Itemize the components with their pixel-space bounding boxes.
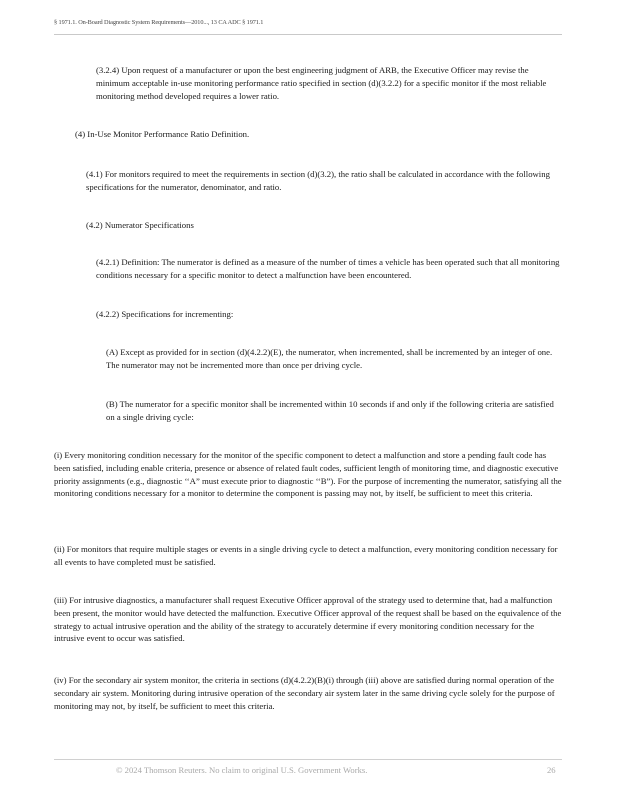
paragraph-b: (B) The numerator for a specific monitor shall be incremented within 10 seconds if and only if the following criteria are satisfied on a single driving cycle: <box>106 399 554 422</box>
paragraph-ii: (ii) For monitors that require multiple stages or events in a single driving cycle to detect a malfunction, every monitoring condition necessary for all events to have completed must be satisfied. <box>54 544 558 567</box>
paragraph-3-2-4: (3.2.4) Upon request of a manufacturer or upon the best engineering judgment of ARB, the Executive Officer may revise the minimum acceptable in-use monitoring performance ratio specified in section (d)(3.2.2) for a specific monitor if the most reliable monitoring method developed requires a lower ratio. <box>96 65 547 101</box>
footer-divider <box>54 759 562 760</box>
paragraph-iv: (iv) For the secondary air system monitor, the criteria in sections (d)(4.2.2)(B)(i) through (iii) above are satisfied during normal operation of the secondary air system. Monitoring during intrusive operation of the secondary air system later in the same driving cycle solely for the purpose of monitoring may not, by itself, be sufficient to meet this criteria. <box>54 675 555 711</box>
heading-4-ratio-definition: (4) In-Use Monitor Performance Ratio Definition. <box>75 129 250 139</box>
footer-copyright: © 2024 Thomson Reuters. No claim to original U.S. Government Works. <box>116 765 368 775</box>
page-number: 26 <box>547 765 556 775</box>
paragraph-i: (i) Every monitoring condition necessary for the monitor of the specific component to detect a malfunction and store a pending fault code has been satisfied, including enable criteria, presence or absence of related fault codes, sufficient length of monitoring time, and diagnostic executive priority assignments (e.g., diagnostic ‘‘A” must execute prior to diagnostic ‘‘B”). For the purpose of incrementing the numerator, satisfying all the monitoring conditions necessary for a monitor to determine the component is passing may not, by itself, be sufficient to meet this criteria. <box>54 450 562 499</box>
header-divider <box>54 34 562 35</box>
paragraph-4-2-1: (4.2.1) Definition: The numerator is defined as a measure of the number of times a vehicle has been operated such that all monitoring conditions necessary for a specific monitor to detect a malfunction have been encountered. <box>96 257 560 280</box>
paragraph-a: (A) Except as provided for in section (d)(4.2.2)(E), the numerator, when incremented, shall be incremented by an integer of one. The numerator may not be incremented more than once per driving cycle. <box>106 347 553 370</box>
heading-4-2-numerator: (4.2) Numerator Specifications <box>86 220 194 230</box>
running-header: § 1971.1. On-Board Diagnostic System Requirements—2010..., 13 CA ADC § 1971.1 <box>54 19 264 26</box>
paragraph-iii: (iii) For intrusive diagnostics, a manufacturer shall request Executive Officer approval of the strategy used to determine that, had a malfunction been present, the monitor would have detected the malfunction. Executive Officer approval of the request shall be based on the equivalence of the strategy to actual intrusive operation and the ability of the strategy to accurately determine if every monitoring condition necessary for the intrusive event to occur was satisfied. <box>54 595 562 644</box>
paragraph-4-1: (4.1) For monitors required to meet the requirements in section (d)(3.2), the ratio shall be calculated in accordance with the following specifications for the numerator, denominator, and ratio. <box>86 169 550 192</box>
heading-4-2-2: (4.2.2) Specifications for incrementing: <box>96 309 234 319</box>
